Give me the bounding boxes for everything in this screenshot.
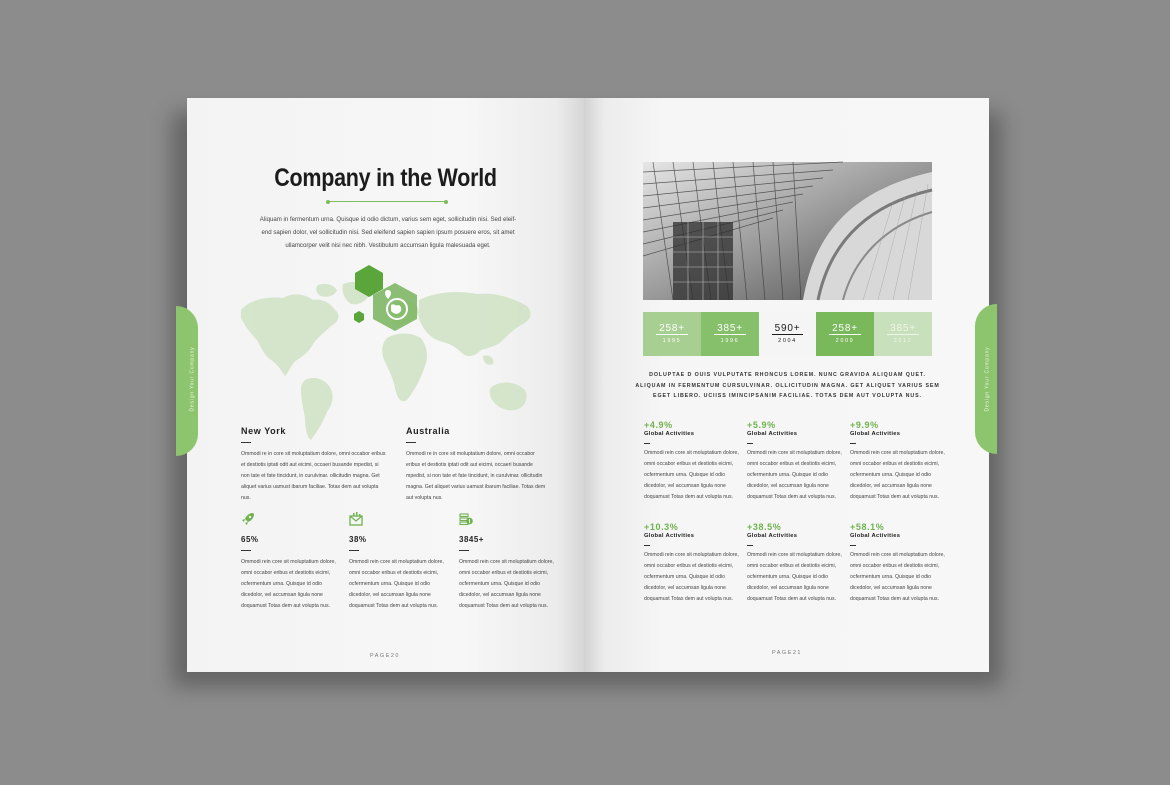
intro-paragraph: Aliquam in fermentum urna. Quisque id odio dictum, varius sem eget, sollicitudin nisi. Sed eleif-end sapien dolor, vel sollicitudin nisi. Sed eleifend sapien sapien ipsum posuere eros, sit amet ullamcorper velit nisi nec nibh. Vestibulum accumsan ligula malesuada eget. bbox=[259, 216, 517, 249]
timeline-box-2 bbox=[701, 312, 759, 356]
page-title: Company in the World bbox=[274, 164, 497, 192]
stat-value-2: 38% bbox=[349, 535, 367, 544]
activity-text: Ommodi rein core sit moluptatium dolore, omni occabor eribus et destiotis eicimi, ocfermentum urna. Quisque id odio dicedolor, vel accumsan ligula none doquamust Totas dem aut volupta nus. bbox=[850, 552, 945, 602]
stat-divider bbox=[349, 550, 359, 551]
activity-card-2 bbox=[747, 420, 842, 503]
activity-divider bbox=[747, 545, 753, 546]
activity-divider bbox=[644, 545, 650, 546]
location-divider bbox=[241, 442, 251, 443]
timeline-value: 590+ bbox=[774, 323, 801, 334]
location-text-australia: Ommodi re in core sit moluptatium dolore, omni occabor eribus et destiotis iptati odit aut eicimi, occaeri busande mpedist, si non tate et fate tincidunt, in curulvinar. ollicitudin magna. Get aliquet varius uamust ibarum faciliae. Totas dem aut volupta nus. bbox=[406, 451, 546, 501]
activity-label: Global Activities bbox=[747, 431, 798, 437]
stat-divider bbox=[459, 550, 469, 551]
stat-text-2: Ommodi rein core sit moluptatium dolore, omni occabor eribus et destiotis eicimi, ocfermentum urna. Quisque id odio dicedolor, vel accumsan ligula none doquamust Totas dem aut volupta nus. bbox=[349, 559, 444, 609]
timeline-box-5 bbox=[874, 312, 932, 356]
activity-value: +38.5% bbox=[747, 522, 782, 532]
timeline-box-4 bbox=[816, 312, 874, 356]
timeline-stripe bbox=[643, 312, 932, 356]
timeline-divider bbox=[656, 334, 688, 335]
tiny-hexagon bbox=[354, 311, 364, 323]
right-side-tab-label: Design Your Company bbox=[984, 346, 991, 412]
activity-card-3 bbox=[850, 420, 945, 503]
activity-divider bbox=[850, 443, 856, 444]
rocket-icon bbox=[241, 512, 255, 526]
location-title-new-york: New York bbox=[241, 426, 286, 436]
stat-value-3: 3845+ bbox=[459, 535, 484, 544]
activity-label: Global Activities bbox=[850, 431, 901, 437]
activity-card-1 bbox=[644, 420, 739, 503]
timeline-year: 1995 bbox=[662, 338, 682, 344]
stat-text-1: Ommodi rein core sit moluptatium dolore, omni occabor eribus et destiotis eicimi, ocfermentum urna. Quisque id odio dicedolor, vel accumsan ligula none doquamust Totas dem aut volupta nus. bbox=[241, 559, 336, 609]
timeline-value: 258+ bbox=[659, 323, 685, 334]
timeline-year: 1996 bbox=[720, 338, 740, 344]
timeline-year: 2009 bbox=[835, 338, 855, 344]
left-side-tab-label: Design Your Company bbox=[189, 346, 196, 412]
activity-text: Ommodi rein core sit moluptatium dolore, omni occabor eribus et destiotis eicimi, ocfermentum urna. Quisque id odio dicedolor, vel accumsan ligula none doquamust Totas dem aut volupta nus. bbox=[644, 450, 739, 500]
architecture-photo bbox=[643, 162, 932, 300]
money-stack-icon bbox=[459, 512, 473, 526]
activity-text: Ommodi rein core sit moluptatium dolore, omni occabor eribus et destiotis eicimi, ocfermentum urna. Quisque id odio dicedolor, vel accumsan ligula none doquamust Totas dem aut volupta nus. bbox=[850, 450, 945, 500]
stat-divider bbox=[241, 550, 251, 551]
timeline-box-1 bbox=[643, 312, 701, 356]
title-underline-dot bbox=[326, 200, 330, 204]
activity-value: +9.9% bbox=[850, 420, 879, 430]
timeline-value: 258+ bbox=[832, 323, 858, 334]
left-page bbox=[187, 98, 584, 672]
timeline-divider bbox=[887, 334, 919, 335]
timeline-divider bbox=[772, 334, 803, 335]
timeline-year: 2004 bbox=[778, 338, 797, 344]
title-underline bbox=[328, 201, 446, 202]
activity-value: +10.3% bbox=[644, 522, 679, 532]
stat-text-3: Ommodi rein core sit moluptatium dolore, omni occabor eribus et destiotis eicimi, ocfermentum urna. Quisque id odio dicedolor, vel accumsan ligula none doquamust Totas dem aut volupta nus. bbox=[459, 559, 554, 609]
page-number: PAGE20 bbox=[370, 653, 400, 659]
activity-text: Ommodi rein core sit moluptatium dolore, omni occabor eribus et destiotis eicimi, ocfermentum urna. Quisque id odio dicedolor, vel accumsan ligula none doquamust Totas dem aut volupta nus. bbox=[747, 552, 842, 602]
activity-card-4 bbox=[644, 522, 739, 605]
activity-value: +4.9% bbox=[644, 420, 673, 430]
activity-divider bbox=[850, 545, 856, 546]
activity-divider bbox=[644, 443, 650, 444]
timeline-divider bbox=[714, 334, 746, 335]
location-text-new-york: Ommodi re in core sit moluptatium dolore, omni occabor eribus et destiotis iptati odit aut eicimi, occaeri busande mpedist, si non tate et fate tincidunt, in curulvinar. ollicitudin magna. Get aliquet varius uamust ibarum faciliae. Totas dem aut volupta nus. bbox=[241, 451, 386, 501]
right-page bbox=[584, 98, 989, 672]
stat-value-1: 65% bbox=[241, 535, 259, 544]
timeline-value: 385+ bbox=[717, 323, 743, 334]
activity-label: Global Activities bbox=[644, 431, 695, 437]
title-underline-dot bbox=[444, 200, 448, 204]
summary-caps-paragraph: DOLUPTAE D OUIS VULPUTATE RHONCUS LOREM. NUNC GRAVIDA ALIQUAM QUET. ALIQUAM IN FERMENTUM CURSULVINAR. OLLICITUDIN MAGNA. GET ALIQUET VARIUS SEM EGET LIBERO. UCIISS IMINCIPSANIM FACILIAE. TOTAS DEM AUT VOLUPTA NUS. bbox=[635, 372, 940, 399]
activity-divider bbox=[747, 443, 753, 444]
mail-chart-icon bbox=[349, 512, 363, 526]
activity-label: Global Activities bbox=[644, 533, 695, 539]
timeline-value: 385+ bbox=[890, 323, 916, 334]
page-number: PAGE21 bbox=[772, 650, 802, 656]
activity-label: Global Activities bbox=[747, 533, 798, 539]
location-title-australia: Australia bbox=[406, 426, 450, 436]
timeline-year: 2012 bbox=[893, 338, 913, 344]
activity-label: Global Activities bbox=[850, 533, 901, 539]
activity-card-6 bbox=[850, 522, 945, 605]
location-hex-graphic bbox=[347, 263, 437, 353]
activity-text: Ommodi rein core sit moluptatium dolore, omni occabor eribus et destiotis eicimi, ocfermentum urna. Quisque id odio dicedolor, vel accumsan ligula none doquamust Totas dem aut volupta nus. bbox=[747, 450, 842, 500]
activity-text: Ommodi rein core sit moluptatium dolore, omni occabor eribus et destiotis eicimi, ocfermentum urna. Quisque id odio dicedolor, vel accumsan ligula none doquamust Totas dem aut volupta nus. bbox=[644, 552, 739, 602]
activity-card-5 bbox=[747, 522, 842, 605]
location-divider bbox=[406, 442, 416, 443]
timeline-divider bbox=[829, 334, 861, 335]
activity-value: +5.9% bbox=[747, 420, 776, 430]
activity-value: +58.1% bbox=[850, 522, 885, 532]
glass-roof-image bbox=[643, 162, 932, 300]
timeline-box-3 bbox=[759, 312, 816, 356]
